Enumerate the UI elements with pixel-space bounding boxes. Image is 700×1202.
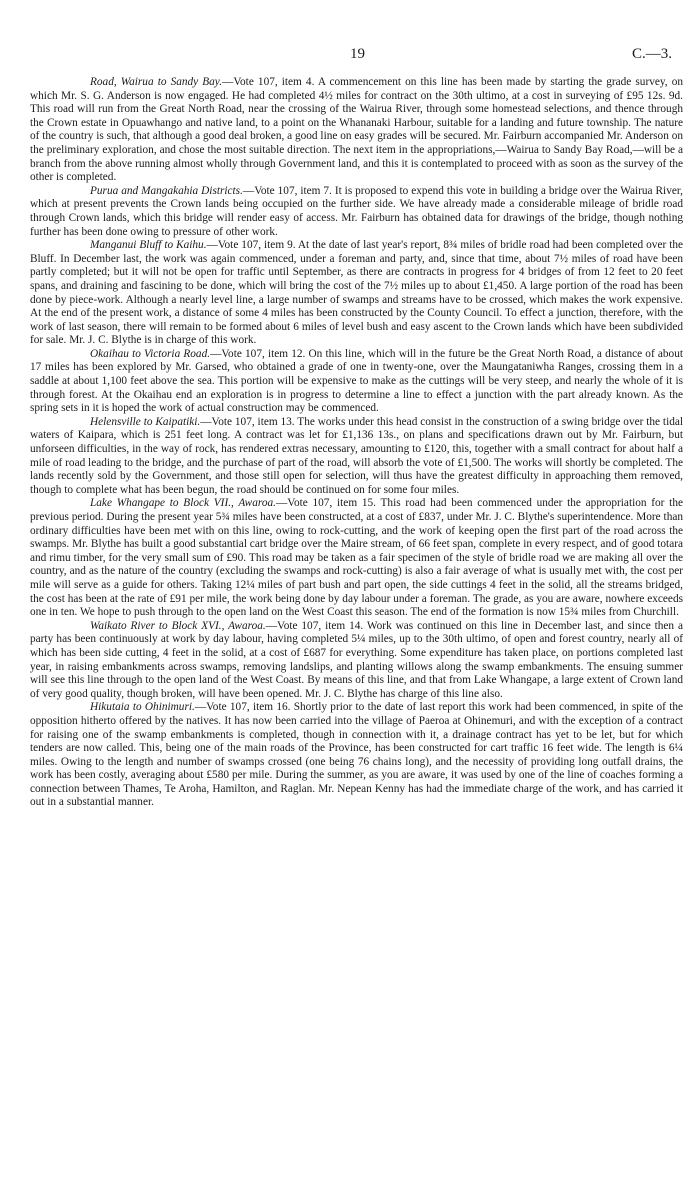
paragraph-heading: Lake Whangape to Block VII., Awaroa. xyxy=(90,497,276,510)
paragraph-purua-mangakahia xyxy=(30,185,683,239)
paragraph-whangape-awaroa xyxy=(30,497,683,619)
paragraph-heading: Hikutaia to Ohinimuri. xyxy=(90,701,195,714)
paragraph-wairua-sandy-bay xyxy=(30,76,683,185)
paragraph-text: —Vote 107, item 13. The works under this head consist in the construction of a swing bridge over the tidal waters of Kaipara, which is 251 feet long. A contract was let for £1,136 13s., on plans and specifications drawn out by Mr. Fairburn, but unforseen difficulties, in the way of rock, has rendered extras necessary, amounting to £120, this, together with a small contract for about half a mile of road leading to the bridge, and the purchase of part of the road, will absorb the vote of £1,500. The works will shortly be completed. The lands recently sold by the Government, and those still open for selection, will thus have the greatest difficulty in approaching them removed, though to complete what has been begun, the road should be continued on for some four miles. xyxy=(30,415,684,496)
document-reference: C.—3. xyxy=(631,46,672,62)
paragraph-manganui-kaihu xyxy=(30,239,683,348)
paragraph-text: —Vote 107, item 9. At the date of last year's report, 8¾ miles of bridle road had been completed over the Bluff. In December last, the work was again commenced, under a foreman and party, and, since that time, about 7½ miles of road have been partly completed; but it will not be open for traffic until September, as there are contracts in progress for 4 bridges of from 12 feet to 20 feet spans, and draining and fascining to be done, which will bring the cost of the 7½ miles up to about £1,450. A large portion of the road has been done by piece-work. Although a nearly level line, a large number of swamps and streams have to be crossed, which makes the work expensive. At the end of the present work, a distance of some 4 miles has been constructed by the County Council. To effect a junction, therefore, with the work of last season, there will remain to be formed about 6 miles of level bush and easy ascent to the Crown lands which have been subdivided for sale. Mr. J. C. Blythe is in charge of this work. xyxy=(30,239,683,347)
paragraph-heading: Road, Wairua to Sandy Bay. xyxy=(90,76,223,88)
paragraph-text: —Vote 107, item 16. Shortly prior to the date of last report this work had been commenced, in spite of the opposition hitherto offered by the natives. It has now been carried into the village of Paeroa at Ohinemuri, and with the exception of a contract for raising one of the swamp embankments is completed, though in connection with it, a drainage contract has yet to be let, but for which tenders are now called. This, being one of the main roads of the Province, has been constructed for cart traffic 16 feet wide. The length is 6¼ miles. Owing to the length and number of swamps crossed (one being 76 chains long), and the necessity of providing long outfall drains, the work has been costly, averaging about £580 per mile. During the summer, as you are aware, it was used by one of the line of coaches forming a connection between Thames, Te Aroha, Hamilton, and Raglan. Mr. Nepean Kenny has had the immediate charge of the work, and has carried it out in a substantial manner. xyxy=(30,701,683,809)
paragraph-text: —Vote 107, item 14. Work was continued on this line in December last, and since then a party has been continuously at work by day labour, having completed 5¼ miles, up to the 30th ultimo, of open and forest country, nearly all of which has been side cutting, 4 feet in the solid, at a cost of £687 for everything. Some expenditure has taken place, on portions completed last year, in raising embankments across swamps, removing landslips, and planting willows along the swamp embankments. The ensuing summer will see this line through to the open land of the West Coast. By means of this line, and that from Lake Whangape, a large extent of Crown land of very good quality, though broken, will have been opened. Mr. J. C. Blythe has charge of this line also. xyxy=(30,619,684,700)
body-text xyxy=(30,76,683,810)
paragraph-waikato-awaroa xyxy=(30,620,683,702)
paragraph-text: —Vote 107, item 4. A commencement on this line has been made by starting the grade survey, on which Mr. S. G. Anderson is now engaged. He had completed 4½ miles for contract on the 30th ultimo, at a cost in surveying of £95 12s. 9d. This road will run from the Great North Road, near the crossing of the Wairua River, through some homestead selections, and thence through the Crown estate in Opuawhango and native land, to a point on the Whananaki Harbour, suitable for a landing and future township. The nature of the country is such, that although a good deal broken, a good line on easy grades will be secured. Mr. Fairburn accompanied Mr. Anderson on the preliminary exploration, and chose the most suitable direction. The next item in the appropriations,—Wairua to Sandy Bay Road,—will be a branch from the above running almost wholly through Government land, and this it is contemplated to proceed with as soon as the survey of the other is completed. xyxy=(30,76,683,184)
paragraph-heading: Waikato River to Block XVI., Awaroa. xyxy=(90,619,266,632)
paragraph-helensville-kaipatiki xyxy=(30,416,683,498)
paragraph-text: —Vote 107, item 7. It is proposed to expend this vote in building a bridge over the Wairua River, which at present prevents the Crown lands being occupied on the further side. We have already made a considerable mileage of bridle road through Crown lands, which this bridge will render easy of access. Mr. Fairburn has obtained data for drawings of the bridge, though nothing further has been done owing to pressure of other work. xyxy=(30,184,683,238)
paragraph-text: —Vote 107, item 12. On this line, which will in the future be the Great North Road, a distance of about 17 miles has been explored by Mr. Garsed, who obtained a grade of one in twenty-one, over the Maungataniwha Ranges, crossing them in a saddle at about 1,100 feet above the sea. This portion will be expensive to make as the cuttings will be very steep, and nearly the whole of it is through forest. At the Okaihau end an exploration is in progress to determine a line to effect a junction with the part already known. As the spring sets in it is hoped the work of actual construction may be commenced. xyxy=(30,347,683,415)
paragraph-hikutaia-ohinimuri xyxy=(30,701,683,810)
paragraph-heading: Manganui Bluff to Kaihu. xyxy=(90,239,207,252)
page-number: 19 xyxy=(350,46,365,62)
paragraph-okaihau-victoria xyxy=(30,348,683,416)
paragraph-heading: Okaihau to Victoria Road. xyxy=(90,347,211,360)
paragraph-heading: Purua and Mangakahia Districts. xyxy=(90,184,243,197)
paragraph-heading: Helensville to Kaipatiki. xyxy=(90,415,201,428)
paragraph-text: —Vote 107, item 15. This road had been commenced under the appropriation for the previous period. During the present year 5¾ miles have been constructed, at a cost of £837, under Mr. J. C. Blythe's superintendence. More than ordinary difficulties have been met with on this line, owing to rock-cutting, and the work of keeping open the first part of the road across the swamps. Mr. Blythe has built a good substantial cart bridge over the Maire stream, of 66 feet span, complete in every respect, and of good totara and rimu timber, for the very small sum of £90. This road may be taken as a fair specimen of the style of bridle road we are making all over the country, and as the nature of the country (excluding the swamps and rock-cutting) is also a fair average of what is usually met with, the cost per mile will serve as a guide for others. Taking 12¼ miles of part bush and part open, the side cuttings 4 feet in the solid, all the streams bridged, the cost has been at the rate of £91 per mile, the work being done by day labour under a foreman. The grade, as you are aware, nowhere exceeds one in ten. We hope to push through to the open land on the West Coast this season. The end of the formation is now 15¾ miles from Churchill. xyxy=(30,497,683,619)
